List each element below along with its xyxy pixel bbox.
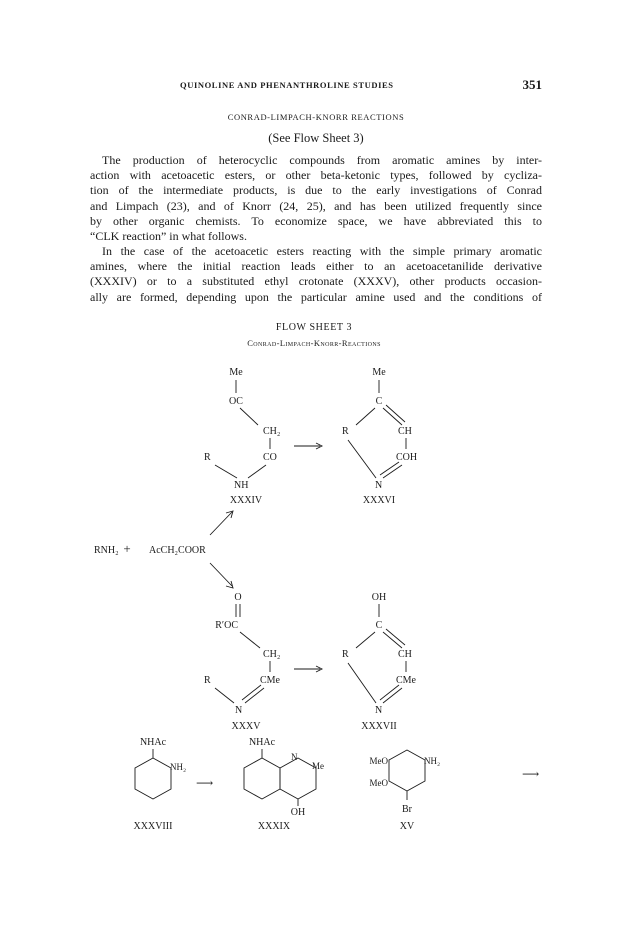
atom-label: NHAc	[248, 737, 276, 748]
atom-label: R	[342, 426, 349, 437]
atom-label: CO	[263, 452, 277, 463]
reaction-arrow: ⟶	[522, 767, 540, 781]
section-title: CONRAD-LIMPACH-KNORR REACTIONS	[227, 112, 405, 122]
atom-label: MeO	[369, 756, 388, 766]
atom-label: C	[375, 396, 383, 407]
atom-label: COH	[396, 452, 418, 463]
atom-label: Me	[229, 367, 243, 378]
atom-label: N	[375, 705, 383, 716]
structure-xxxv	[204, 592, 281, 732]
compound-label-xxxiv: XXXIV	[229, 495, 263, 506]
atom-label: CMe	[260, 675, 280, 686]
atom-label: O	[234, 592, 242, 603]
flow-sheet-title: FLOW SHEET 3	[275, 322, 353, 333]
paragraph-line: amines, where the initial reaction leads either to an acetoacetanilide derivative	[90, 259, 542, 274]
structure-xxxiv	[204, 367, 280, 506]
atom-label: N	[235, 705, 243, 716]
structure-xv	[370, 750, 441, 832]
compound-label-xxxvi: XXXVI	[362, 495, 396, 506]
atom-label: OH	[371, 592, 387, 603]
running-head: QUINOLINE AND PHENANTHROLINE STUDIES	[180, 80, 394, 90]
atom-label: OC	[229, 396, 243, 407]
paragraph-line: action with acetoacetic esters, or other beta-ketonic types, followed by cycliza-	[90, 168, 542, 183]
reaction-arrow: ⟶	[196, 776, 214, 790]
atom-label: R	[342, 649, 349, 660]
reagent-amine: RNH₂	[94, 545, 119, 556]
atom-label: Me	[372, 367, 386, 378]
atom-label: CH	[398, 426, 412, 437]
paragraph-line: by other organic chemists. To economize space, we have abbreviated this to	[90, 213, 542, 228]
structure-xxxvi	[342, 367, 417, 506]
compound-label-xxxix: XXXIX	[257, 821, 291, 832]
flow-sheet-subtitle: Conrad-Limpach-Knorr-Reactions	[247, 338, 381, 348]
arrowhead-icon	[226, 581, 233, 588]
atom-label: NHAc	[139, 737, 167, 748]
atom-label: R′OC	[215, 620, 238, 631]
atom-label: R	[204, 675, 211, 686]
compound-label-xv: XV	[399, 821, 415, 832]
structure-xxxvii	[342, 592, 417, 732]
reagent-ester: AcCH₂COOR	[149, 545, 206, 556]
atom-label: NH₂	[424, 756, 441, 766]
structure-xxxviii	[134, 737, 187, 832]
page-number: 351	[522, 77, 542, 92]
plus-sign: +	[123, 541, 131, 556]
atom-label: NH₂	[170, 762, 187, 772]
atom-label: NH	[234, 480, 249, 491]
atom-label: CH₂	[263, 426, 281, 437]
paragraph-line: ally are formed, depending upon the particular amine used and the conditions of	[90, 289, 542, 304]
paragraph-line: The production of heterocyclic compounds from aromatic amines by inter-	[102, 153, 542, 167]
atom-label: R	[204, 452, 211, 463]
paragraph-line: (XXXIV) or to a substituted ethyl crotonate (XXXV), other products occasion-	[90, 274, 542, 289]
atom-label: Br	[402, 804, 412, 815]
reaction-arrow	[210, 563, 232, 586]
paragraph-line: In the case of the acetoacetic esters reacting with the simple primary aromatic	[102, 244, 542, 258]
atom-label: CH	[398, 649, 412, 660]
atom-label: CMe	[396, 675, 416, 686]
atom-label: N	[375, 480, 383, 491]
atom-label: Me	[312, 761, 324, 771]
flow-sheet-reference: (See Flow Sheet 3)	[268, 131, 364, 145]
atom-label: N	[291, 752, 298, 762]
atom-label: C	[375, 620, 383, 631]
atom-label: CH₂	[263, 649, 281, 660]
atom-label: MeO	[369, 778, 388, 788]
structure-xxxix	[244, 737, 324, 832]
reaction-arrow	[210, 512, 232, 535]
compound-label-xxxvii: XXXVII	[361, 721, 397, 732]
atom-label: OH	[290, 807, 306, 818]
compound-label-xxxv: XXXV	[231, 721, 261, 732]
compound-label-xxxviii: XXXVIII	[133, 821, 173, 832]
paragraph-line: tion of the intermediate products, is due to the early investigations of Conrad	[90, 183, 542, 198]
paragraph-line: and Limpach (23), and of Knorr (24, 25), and has been utilized frequently since	[90, 198, 542, 213]
paragraph-line: “CLK reaction” in what follows.	[90, 229, 247, 244]
